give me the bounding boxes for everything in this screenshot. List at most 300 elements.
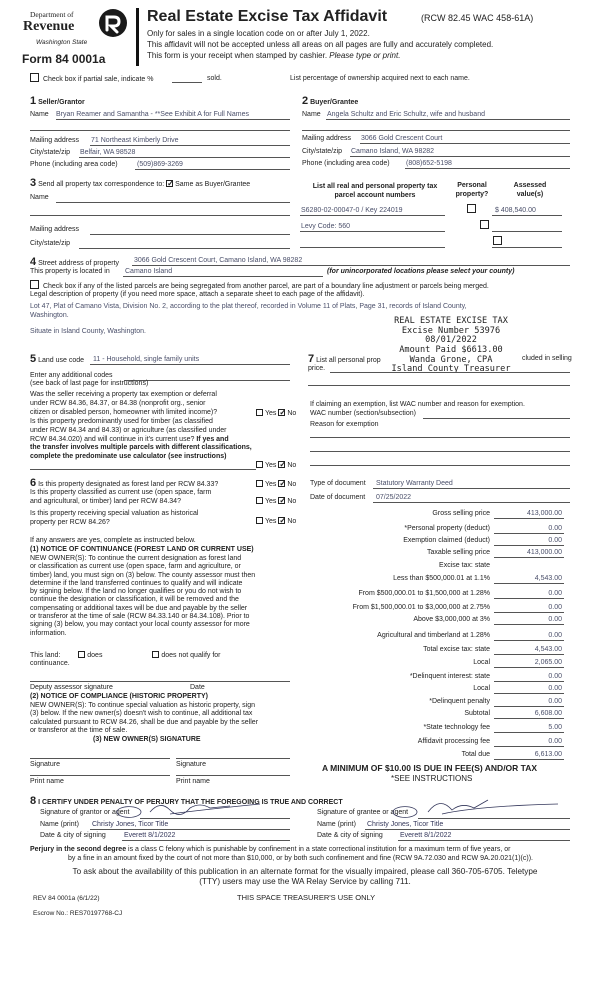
tax-row-label: Above $3,000,000 at 3%	[413, 616, 490, 623]
tax-row-label: Excise tax: state	[439, 562, 490, 569]
tax-row-line	[494, 681, 564, 682]
tax-row-line	[494, 718, 564, 719]
tax-row-value[interactable]: 0.00	[548, 632, 562, 639]
notice-compliance-title: (2) NOTICE OF COMPLIANCE (HISTORIC PROPERTY)	[30, 693, 208, 700]
buyer-phone-label: Phone (including area code)	[302, 160, 390, 167]
grantor-name-field[interactable]: Christy Jones, Ticor Title	[92, 821, 169, 828]
accessibility-line-1: To ask about the availability of this publication in an alternate format for the visually impaired, please call 360-705-6705. Teletype	[72, 867, 538, 876]
does-checkbox[interactable]	[78, 651, 85, 658]
parcel-row-1-personal-checkbox[interactable]	[467, 204, 476, 213]
tax-row-line	[494, 518, 564, 519]
form-number: Form 84 0001a	[22, 52, 106, 66]
parcel-header-col1	[303, 183, 447, 201]
minimum-fee-note: A MINIMUM OF $10.00 IS DUE IN FEE(S) AND/OR TAX	[322, 763, 538, 773]
buyer-city-field[interactable]: Camano Island, WA 98282	[351, 148, 435, 155]
tax-row-line	[494, 759, 564, 760]
s3-city-label: City/state/zip	[30, 240, 71, 247]
boundary-checkbox[interactable]	[30, 280, 39, 289]
new-owner-signature-title: (3) NEW OWNER(S) SIGNATURE	[93, 736, 201, 743]
if-yes-instructions: If any answers are yes, complete as instructed below.	[30, 537, 196, 544]
tax-row-label: *State technology fee	[423, 724, 490, 731]
document-type-label: Type of document	[310, 480, 366, 487]
s3-name-line-2	[30, 215, 290, 216]
partial-percent-field[interactable]	[172, 82, 202, 83]
notice-continuance-line: determine if the land transferred continues to qualify and will indicate	[30, 579, 243, 587]
perjury-line-1	[30, 846, 533, 855]
current-use-yes-no	[256, 497, 296, 507]
grantor-signature-line	[140, 818, 290, 819]
street-address-line	[132, 265, 570, 266]
land-use-label: Land use code	[38, 357, 85, 364]
stamp-line-5: Wanda Grone, CPA	[409, 354, 493, 365]
legal-description-line-3: Situate in Island County, Washington.	[30, 328, 146, 335]
tax-row-line	[494, 533, 564, 534]
parcel-row-3-line	[300, 247, 445, 248]
exemption-no-label: No	[287, 410, 297, 417]
escrow-number: Escrow No.: RES70197768-CJ	[33, 910, 123, 917]
street-address-field[interactable]: 3066 Gold Crescent Court, Camano Island, WA 98282	[134, 257, 303, 264]
legal-description-line-1: Lot 47, Plat of Camano Vista, Division No. 2, according to the plat thereof, recorded in Volume 11 of Plats, Page 31, records of Island County,	[30, 303, 467, 310]
timber-question-l3	[30, 436, 252, 445]
historic-question-l1: Is this property receiving special valuation as historical	[30, 510, 199, 517]
header-note-3-text: This form is your receipt when stamped by cashier.	[147, 51, 330, 60]
section4-number: 4	[30, 256, 37, 268]
buyer-mailing-line	[360, 143, 570, 144]
forest-yes-checkbox[interactable]	[256, 480, 263, 487]
grantee-signature[interactable]	[418, 796, 568, 820]
additional-codes-l2: (see back of last page for instructions)	[30, 380, 149, 387]
timber-question-l4: the transfer involves multiple parcels with different classifications,	[30, 444, 252, 452]
exemption-question-l2: under RCW 84.36, 84.37, or 84.38 (nonprofit org., senior	[30, 399, 206, 407]
notice-continuance-line: continue the designation or classification, it will be removed and the	[30, 596, 239, 604]
partial-sale-row	[30, 73, 153, 85]
tax-row-label: Gross selling price	[432, 510, 490, 517]
grantee-date-label: Date & city of signing	[317, 832, 383, 839]
seller-city-field[interactable]: Belfair, WA 98528	[80, 149, 136, 156]
tax-row-value[interactable]: 0.00	[548, 525, 562, 532]
header-divider	[136, 8, 139, 66]
tax-row-line	[494, 667, 564, 668]
grantor-date-field[interactable]: Everett 8/1/2022	[124, 832, 176, 839]
parcel-header-col1-l1: List all real and personal property tax	[312, 183, 438, 190]
grantor-date-label: Date & city of signing	[40, 832, 106, 839]
notice-continuance-line: signing (3) below, you may contact your local county assessor for more	[30, 621, 250, 629]
buyer-name-label: Name	[302, 111, 321, 118]
buyer-mailing-field[interactable]: 3066 Gold Crescent Court	[361, 135, 443, 142]
buyer-name-field[interactable]: Angela Schultz and Eric Schultz, wife and husband	[327, 111, 485, 118]
timber-yes-no	[256, 461, 296, 471]
this-land-label: This land:	[30, 652, 61, 659]
wac-reason-label: Reason for exemption	[310, 421, 379, 428]
parcel-row-2-personal-checkbox[interactable]	[480, 220, 489, 229]
notice-continuance-line: by signing below. If the land no longer qualifies or you do not wish to	[30, 588, 242, 596]
tax-row-line	[494, 612, 564, 613]
grantee-date-line	[398, 840, 570, 841]
perjury-line-2: by a fine in an amount fixed by the court of not more than $10,000, or by both such confinement and fine (RCW 9A.72.030 and RCW 9A.20.021(1)(c)).	[68, 854, 533, 862]
timber-yes-label: Yes	[265, 462, 277, 469]
s3-name-label: Name	[30, 194, 49, 201]
accessibility-line-2: (TTY) users may use the WA Relay Service by calling 711.	[199, 877, 411, 887]
seller-city-line	[79, 157, 290, 158]
exemption-yes-no	[256, 409, 296, 419]
notice-compliance-line: calculated pursuant to RCW 84.26, shall be due and payable by the seller	[30, 718, 259, 726]
located-in-label: This property is located in	[30, 268, 110, 275]
grantor-name-line	[90, 829, 290, 830]
parcel-row-1-line	[300, 215, 445, 216]
timber-question-l5: complete the predominate use calculator (see instructions)	[30, 453, 227, 460]
document-date-line	[373, 502, 570, 503]
s3-city-field[interactable]	[79, 248, 290, 249]
timber-question-underline	[30, 469, 256, 470]
seller-mailing-field[interactable]: 71 Northeast Kimberly Drive	[91, 137, 179, 144]
new-owner-signature-label-1: Signature	[30, 761, 60, 768]
seller-phone-field[interactable]: (509)869-3269	[137, 161, 183, 168]
same-as-buyer-label: Same as Buyer/Grantee	[175, 181, 251, 188]
exemption-no-checkbox[interactable]	[278, 409, 285, 416]
parcel-header-col3	[505, 182, 555, 200]
timber-no-label: No	[287, 462, 297, 469]
tax-row-label: Less than $500,000.01 at 1.1%	[393, 575, 490, 582]
grantee-name-field[interactable]: Christy Jones, Ticor Title	[367, 821, 444, 828]
does-label: does	[87, 652, 103, 659]
form-citation: (RCW 82.45 WAC 458-61A)	[421, 13, 534, 23]
additional-codes-field[interactable]	[124, 380, 290, 381]
tax-row-value[interactable]: 0.00	[548, 616, 562, 623]
wac-reason-field-1[interactable]	[310, 437, 570, 438]
forest-land-question: Is this property designated as forest land per RCW 84.33?	[38, 481, 219, 488]
certify-heading: I CERTIFY UNDER PENALTY OF PERJURY THAT THE FOREGOING IS TRUE AND CORRECT	[38, 799, 343, 806]
historic-no-label: No	[287, 518, 297, 525]
buyer-phone-line	[405, 168, 570, 169]
stamp-line-3: 08/01/2022	[425, 335, 477, 346]
new-owner-signature-2[interactable]	[176, 758, 290, 759]
legal-description-label: Legal description of property (if you need more space, attach a separate sheet to each page of the affidavit).	[30, 291, 365, 298]
historic-question	[30, 510, 198, 528]
street-address-label: Street address of property	[38, 260, 120, 267]
buyer-heading	[302, 95, 358, 109]
wac-number-field[interactable]	[423, 418, 570, 419]
tax-row-label: From $1,500,000.01 to $3,000,000 at 2.75%	[352, 604, 490, 611]
seller-mailing-line	[90, 145, 290, 146]
seller-name-line	[56, 119, 290, 120]
personal-property-field-2[interactable]	[308, 385, 570, 386]
current-use-question-l2: and agricultural, or timber) land per RCW 84.34?	[30, 497, 181, 505]
header-note-3-emphasis: Please type or print.	[329, 51, 401, 60]
tax-row-value[interactable]: 413,000.00	[526, 510, 562, 517]
parcel-header-col2-l2: property?	[455, 190, 489, 198]
unincorporated-note: (for unincorporated locations please select your county)	[327, 268, 515, 275]
grantee-signature-label: Signature of grantee or agent	[317, 809, 409, 816]
tax-row-label: Local	[473, 659, 490, 666]
tax-row-line	[494, 545, 564, 546]
form-title: Real Estate Excise Tax Affidavit	[147, 8, 388, 25]
document-date-field[interactable]: 07/25/2022	[376, 494, 412, 501]
additional-codes-l1: Enter any additional codes	[30, 372, 113, 379]
parcel-row-3-personal-checkbox[interactable]	[493, 236, 502, 245]
wac-reason-field-3[interactable]	[310, 465, 570, 466]
parcel-row-2-value-line	[492, 231, 562, 232]
see-instructions: *SEE INSTRUCTIONS	[391, 774, 473, 783]
personal-property-label-end: cluded in selling	[522, 355, 572, 362]
seller-city-label: City/state/zip	[30, 149, 71, 156]
tax-row-value[interactable]: 0.00	[548, 604, 562, 611]
accessibility-notice	[45, 867, 565, 888]
tax-row-value[interactable]: 6,608.00	[534, 710, 562, 717]
grantor-signature-label: Signature of grantor or agent	[40, 809, 130, 816]
parcel-header-col3-l1: Assessed	[513, 182, 547, 189]
tax-row-value[interactable]: 413,000.00	[526, 549, 562, 556]
treasurer-stamp	[376, 317, 526, 375]
grantor-signature[interactable]	[140, 798, 290, 820]
buyer-heading-text: Buyer/Grantee	[310, 99, 359, 106]
department-of-revenue-logo	[98, 8, 128, 38]
notice-compliance-line: or transferor at the time of sale.	[30, 726, 128, 734]
grantor-date-line	[122, 840, 290, 841]
tax-row-line	[494, 583, 564, 584]
buyer-name-line	[326, 119, 570, 120]
notice-continuance-body	[30, 555, 255, 638]
notice-continuance-line: NEW OWNER(S): To continue the current designation as forest land	[30, 555, 242, 562]
wac-reason-field-2[interactable]	[310, 451, 570, 452]
tax-row-label: Local	[473, 685, 490, 692]
notice-continuance-line: timber) land, you must sign on (3) below. The county assessor must then	[30, 571, 256, 579]
historic-question-l2: property per RCW 84.26?	[30, 518, 110, 526]
current-use-yes-checkbox[interactable]	[256, 497, 263, 504]
seller-name-field[interactable]: Bryan Reamer and Samantha - **See Exhibit A for Full Names	[56, 111, 249, 118]
tax-row-value[interactable]: 2,065.00	[534, 659, 562, 666]
dept-name-line1: Department of	[30, 10, 74, 19]
partial-sale-label: Check box if partial sale, indicate %	[42, 76, 154, 83]
continuance-label: continuance.	[30, 660, 70, 667]
tax-row-line	[494, 746, 564, 747]
grantee-signature-line	[418, 818, 570, 819]
exemption-question	[30, 391, 217, 417]
deputy-signature-label: Deputy assessor signature	[30, 684, 113, 691]
parcel-header-col3-l2: value(s)	[516, 190, 544, 198]
new-owner-signature-label-2: Signature	[176, 761, 206, 768]
parcel-row-2-number[interactable]: Levy Code: 560	[301, 223, 351, 230]
section7-number: 7	[308, 353, 315, 365]
notice-compliance-line: (3) below. If the new owner(s) doesn't wish to continue, all additional tax	[30, 710, 253, 718]
s3-name-field[interactable]	[56, 202, 290, 203]
tax-row-value[interactable]: 5.00	[548, 724, 562, 731]
tax-row-label: Taxable selling price	[426, 549, 490, 556]
timber-question-l3a: RCW 84.34.020) and will continue in it's current use?	[30, 435, 197, 443]
personal-property-label: List all personal prop	[316, 357, 381, 364]
buyer-name-line-2	[302, 130, 570, 131]
new-owner-print-name-label-2: Print name	[176, 778, 210, 785]
tax-row-label: *Delinquent interest: state	[409, 673, 490, 680]
exemption-question-l3: citizen or disabled person, homeowner with limited income)?	[30, 408, 218, 416]
tax-row-label: From $500,000.01 to $1,500,000 at 1.28%	[358, 590, 490, 597]
tax-row-line	[494, 624, 564, 625]
notice-continuance-title: (1) NOTICE OF CONTINUANCE (FOREST LAND OR CURRENT USE)	[30, 546, 254, 553]
perjury-bold: Perjury in the second degree	[30, 846, 127, 853]
dept-name-line3: Washington State	[36, 39, 88, 46]
tax-row-line	[494, 557, 564, 558]
forest-yes-no	[256, 480, 296, 490]
tax-row-label: Total due	[461, 751, 490, 758]
s3-mailing-label: Mailing address	[30, 226, 80, 233]
seller-heading-text: Seller/Grantor	[38, 99, 85, 106]
tax-row-value[interactable]: 0.00	[548, 698, 562, 705]
historic-no-checkbox[interactable]	[278, 517, 285, 524]
tax-row-value[interactable]: 0.00	[548, 673, 562, 680]
stamp-line-1: REAL ESTATE EXCISE TAX	[394, 316, 508, 326]
section6-number: 6	[30, 477, 37, 489]
tax-row-value[interactable]: 0.00	[548, 590, 562, 597]
current-use-question	[30, 489, 211, 507]
dept-name-line2: Revenue	[23, 19, 75, 34]
exemption-question-l1: Was the seller receiving a property tax exemption or deferral	[30, 391, 217, 398]
tax-row-value[interactable]: 0.00	[548, 738, 562, 745]
header-note-3	[147, 51, 400, 61]
grantee-date-field[interactable]: Everett 8/1/2022	[400, 832, 452, 839]
deputy-signature-field[interactable]	[30, 681, 290, 682]
partial-sale-checkbox[interactable]	[30, 73, 39, 82]
header-note-1: Only for sales in a single location code on or after July 1, 2022.	[147, 29, 370, 38]
tax-row-label: Total excise tax: state	[423, 646, 490, 653]
seller-name-label: Name	[30, 111, 49, 118]
agent-circle-grantor	[116, 806, 142, 818]
forest-no-checkbox[interactable]	[278, 480, 285, 487]
deputy-date-label: Date	[190, 684, 205, 691]
seller-phone-label: Phone (including area code)	[30, 161, 118, 168]
timber-question-l2: under RCW 84.34 and 84.33) or agriculture (as classified under	[30, 426, 227, 434]
land-use-line	[90, 364, 290, 365]
seller-heading	[30, 95, 85, 109]
new-owner-print-name-1[interactable]	[30, 775, 170, 776]
correspondence-row	[30, 177, 250, 191]
buyer-section-number: 2	[302, 95, 309, 107]
parcel-header-col2-l1: Personal	[457, 182, 487, 189]
tax-row-value[interactable]: 4,543.00	[534, 646, 562, 653]
new-owner-print-name-2[interactable]	[176, 775, 290, 776]
notice-continuance-line: or classification as current use (open space, farm and agriculture, or	[30, 563, 241, 571]
new-owner-print-name-label-1: Print name	[30, 778, 64, 785]
tax-row-label: Agricultural and timberland at 1.28%	[377, 632, 490, 639]
header-note-2: This affidavit will not be accepted unless all areas on all pages are fully and accurately completed.	[147, 40, 494, 49]
does-not-label: does not qualify for	[161, 652, 221, 659]
buyer-city-label: City/state/zip	[302, 148, 343, 155]
perjury-rest: is a class C felony which is punishable by confinement in a state correctional institution for a maximum term of five years, or	[126, 846, 511, 853]
land-use-field[interactable]: 11 - Household, single family units	[93, 356, 200, 363]
timber-question-l3b: If yes and	[196, 435, 229, 443]
exemption-yes-label: Yes	[265, 410, 277, 417]
revision-number: REV 84 0001a (6/1/22)	[33, 895, 100, 902]
timber-yes-checkbox[interactable]	[256, 461, 263, 468]
parcel-row-3-value-line	[492, 247, 562, 248]
current-use-question-l1: Is this property classified as current use (open space, farm	[30, 489, 212, 496]
document-type-field[interactable]: Statutory Warranty Deed	[376, 480, 453, 487]
tax-row-line	[494, 640, 564, 641]
forest-no-label: No	[287, 481, 297, 488]
seller-section-number: 1	[30, 95, 37, 107]
tax-row-line	[494, 693, 564, 694]
treasurer-use-only: THIS SPACE TREASURER'S USE ONLY	[237, 893, 376, 902]
tax-row-value[interactable]: 4,543.00	[534, 575, 562, 582]
tax-row-value[interactable]: 6,613.00	[534, 751, 562, 758]
tax-row-label: Subtotal	[464, 710, 490, 717]
buyer-phone-field[interactable]: (808)652-5198	[406, 160, 452, 167]
tax-row-label: *Personal property (deduct)	[404, 525, 490, 532]
grantee-name-line	[365, 829, 570, 830]
boundary-label: Check box if any of the listed parcels are being segregated from another parcel, are part of a boundary line adjustment or parcels being merged.	[42, 283, 489, 290]
historic-yes-checkbox[interactable]	[256, 517, 263, 524]
seller-mailing-label: Mailing address	[30, 137, 80, 144]
document-type-line	[373, 488, 570, 489]
parcel-row-1-value[interactable]: $ 408,540.00	[495, 207, 536, 214]
tax-row-line	[494, 732, 564, 733]
document-date-label: Date of document	[310, 494, 366, 501]
located-in-line	[123, 276, 323, 277]
forest-yes-label: Yes	[265, 481, 277, 488]
same-as-buyer-checkbox[interactable]	[166, 180, 173, 187]
correspondence-label: Send all property tax correspondence to:	[38, 181, 165, 188]
parcel-header-col2	[451, 182, 493, 200]
seller-phone-line	[135, 169, 290, 170]
grantee-name-label: Name (print)	[317, 821, 356, 828]
notice-compliance-line: NEW OWNER(S): To continue special valuation as historic property, sign	[30, 702, 255, 709]
tax-row-label: Exemption claimed (deduct)	[403, 537, 490, 544]
tax-row-line	[494, 706, 564, 707]
timber-question-l1: Is this property predominantly used for timber (as classified	[30, 418, 213, 425]
timber-no-checkbox[interactable]	[278, 461, 285, 468]
tax-row-line	[494, 654, 564, 655]
buyer-city-line	[350, 156, 570, 157]
personal-property-field-1[interactable]	[330, 372, 570, 373]
tax-row-line	[494, 598, 564, 599]
list-percentage-note: List percentage of ownership acquired next to each name.	[290, 75, 470, 82]
s3-mailing-field[interactable]	[90, 234, 290, 235]
stamp-line-2: Excise Number 53976	[401, 325, 501, 336]
grantor-name-label: Name (print)	[40, 821, 79, 828]
agent-circle-grantee	[392, 806, 418, 818]
does-not-checkbox[interactable]	[152, 651, 159, 658]
current-use-yes-label: Yes	[265, 498, 277, 505]
new-owner-signature-1[interactable]	[30, 758, 170, 759]
parcel-header-col1-l2: parcel account numbers	[334, 191, 416, 199]
notice-continuance-line: compensating or additional taxes will be due and payable by the seller	[30, 604, 248, 612]
section3-number: 3	[30, 177, 37, 189]
current-use-no-checkbox[interactable]	[278, 497, 285, 504]
buyer-mailing-label: Mailing address	[302, 135, 352, 142]
section8-number: 8	[30, 795, 37, 807]
notice-compliance-body	[30, 702, 258, 735]
seller-name-line-2	[30, 130, 290, 131]
perjury-notice	[30, 846, 533, 864]
wac-claim-label: If claiming an exemption, list WAC number and reason for exemption.	[310, 401, 525, 408]
partial-sold-label: sold.	[207, 75, 222, 82]
notice-continuance-line: information.	[30, 629, 67, 637]
located-in-field[interactable]: Camano Island	[125, 268, 173, 275]
tax-row-label: *Delinquent penalty	[429, 698, 490, 705]
legal-description-line-2: Washington.	[30, 312, 69, 319]
personal-property-price: price.	[308, 365, 326, 372]
timber-question	[30, 418, 252, 462]
parcel-row-1-value-line	[492, 215, 562, 216]
section5-number: 5	[30, 353, 37, 365]
boundary-row	[30, 280, 489, 292]
tax-row-value[interactable]: 0.00	[548, 685, 562, 692]
exemption-yes-checkbox[interactable]	[256, 409, 263, 416]
parcel-row-1-number[interactable]: S6280-02-00047-0 / Key 224019	[301, 207, 403, 214]
wac-number-label: WAC number (section/subsection)	[310, 410, 416, 417]
parcel-row-2-line	[300, 231, 445, 232]
tax-row-value[interactable]: 0.00	[548, 537, 562, 544]
stamp-line-6: Island County Treasurer	[391, 364, 511, 375]
historic-yes-label: Yes	[265, 518, 277, 525]
